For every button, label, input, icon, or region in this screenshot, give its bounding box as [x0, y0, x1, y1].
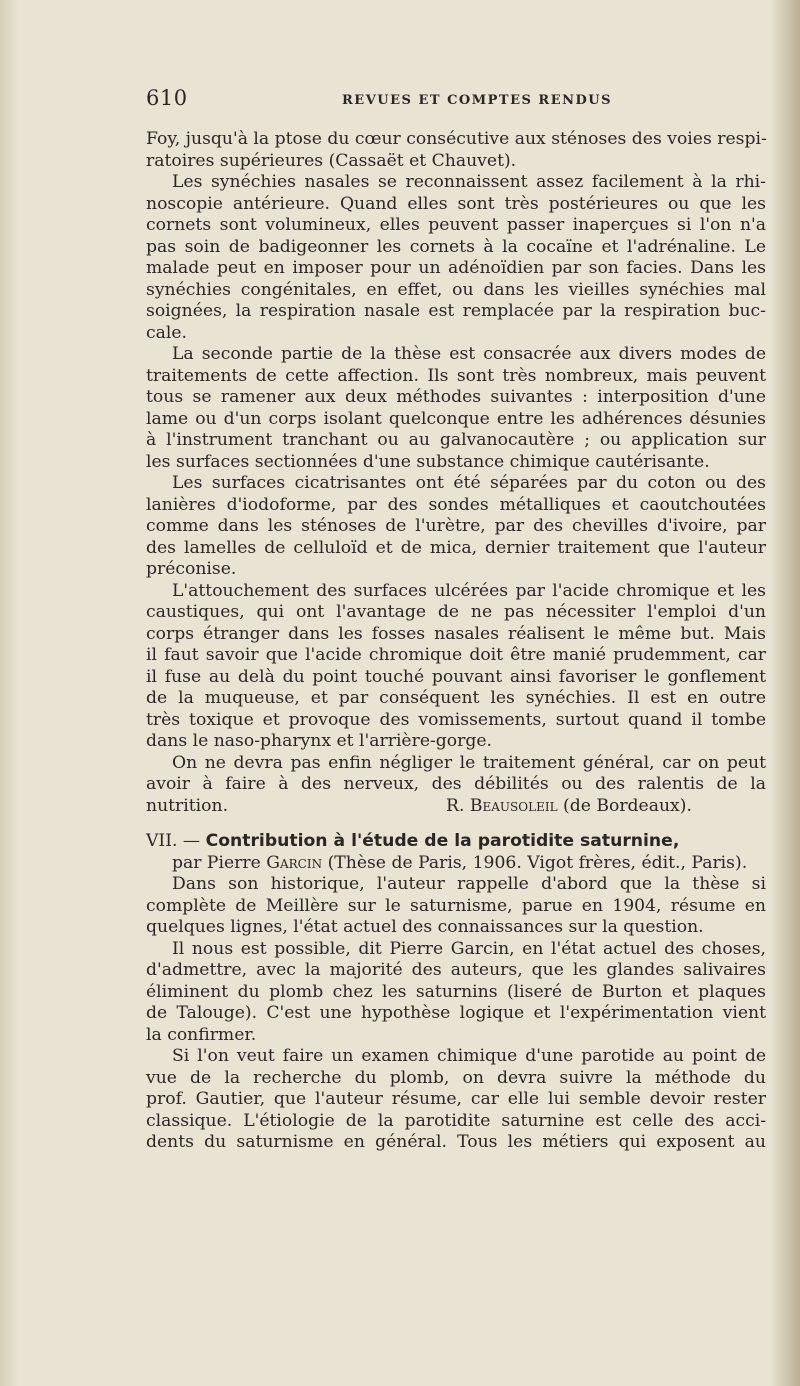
section-gap	[146, 817, 766, 831]
text-line: traitements de cette affection. Ils sont très nombreux, mais peuvent	[146, 365, 766, 386]
text-line: comme dans les sténoses de l'urètre, par des chevilles d'ivoire, par	[146, 516, 766, 536]
text-line: caustiques, qui ont l'avantage de ne pas nécessiter l'emploi d'un	[146, 602, 766, 622]
text-line: dents du saturnisme en général. Tous les métiers qui exposent au	[146, 1132, 766, 1152]
signature	[446, 796, 692, 818]
text-line: synéchies congénitales, en effet, ou dans les vieilles synéchies mal	[146, 279, 766, 300]
text-line: à l'instrument tranchant ou au galvanocautère ; ou application sur	[146, 430, 766, 450]
byline-author: Garcin	[266, 852, 323, 873]
text-line: soignées, la respiration nasale est remplacée par la respiration buc-	[146, 301, 766, 321]
text-line: Dans son historique, l'auteur rappelle d'abord que la thèse si	[172, 874, 766, 894]
text-line: avoir à faire à des nerveux, des débilités ou des ralentis de la	[146, 774, 766, 794]
text-line: la confirmer.	[146, 1024, 257, 1045]
text-line: complète de Meillère sur le saturnisme, parue en 1904, résume en	[146, 895, 766, 916]
signature-initial: R.	[446, 795, 465, 816]
text-line: Il nous est possible, dit Pierre Garcin, en l'état actuel des choses,	[172, 938, 766, 959]
text-line: cale.	[146, 322, 188, 343]
text-line: classique. L'étiologie de la parotidite saturnine est celle des acci-	[146, 1110, 766, 1131]
running-title: REVUES ET COMPTES RENDUS	[342, 93, 612, 108]
byline	[146, 853, 766, 875]
text-line: dans le naso-pharynx et l'arrière-gorge.	[146, 731, 493, 751]
text-line: Les synéchies nasales se reconnaissent assez facilement à la rhi-	[172, 172, 766, 192]
text-line: de la muqueuse, et par conséquent les synéchies. Il est en outre	[146, 688, 766, 708]
signature-name: Beausoleil	[469, 795, 558, 816]
text-line: il faut savoir que l'acide chromique doit être manié prudemment, car	[146, 645, 766, 665]
text-line: lame ou d'un corps isolant quelconque entre les adhérences désunies	[146, 408, 766, 429]
body-text	[146, 129, 766, 1154]
text-line: corps étranger dans les fosses nasales réalisent le même but. Mais	[146, 623, 766, 644]
text-line: L'attouchement des surfaces ulcérées par l'acide chromique et les	[172, 580, 766, 601]
text-line: lanières d'iodoforme, par des sondes métalliques et caoutchoutées	[146, 494, 766, 515]
text-line: cornets sont volumineux, elles peuvent passer inaperçues si l'on n'a	[146, 215, 766, 235]
text-line: Si l'on veut faire un examen chimique d'une parotide au point de	[172, 1046, 766, 1066]
page-edge-left	[0, 0, 18, 1386]
text-line: Les surfaces cicatrisantes ont été séparées par du coton ou des	[172, 473, 766, 493]
page-edge-right	[770, 0, 800, 1386]
text-line: il fuse au delà du point touché pouvant ainsi favoriser le gonflement	[146, 666, 766, 687]
text-line: éliminent du plomb chez les saturnins (liseré de Burton et plaques	[146, 981, 766, 1002]
text-line: Foy, jusqu'à la ptose du cœur consécutive aux sténoses des voies respi-	[146, 129, 767, 149]
page-header	[146, 86, 766, 116]
byline-source: (Thèse de Paris, 1906. Vigot frères, édit., Paris).	[327, 852, 748, 873]
page-number: 610	[146, 86, 188, 110]
section-heading	[146, 831, 766, 853]
text-line: tous se ramener aux deux méthodes suivantes : interposition d'une	[146, 387, 766, 407]
text-line: nutrition.	[146, 795, 229, 816]
text-line: quelques lignes, l'état actuel des connaissances sur la question.	[146, 917, 704, 937]
text-line: prof. Gautier, que l'auteur résume, car elle lui semble devoir rester	[146, 1089, 766, 1109]
text-line: ratoires supérieures (Cassaët et Chauvet).	[146, 150, 517, 171]
text-line: préconise.	[146, 559, 237, 579]
text-line: de Talouge). C'est une hypothèse logique et l'expérimentation vient	[146, 1003, 766, 1023]
byline-prefix: par Pierre	[172, 852, 261, 873]
text-line: pas soin de badigeonner les cornets à la cocaïne et l'adrénaline. Le	[146, 236, 766, 257]
text-line: d'admettre, avec la majorité des auteurs, que les glandes salivaires	[146, 960, 766, 980]
text-line: noscopie antérieure. Quand elles sont très postérieures ou que les	[146, 193, 766, 214]
signature-place: (de Bordeaux).	[563, 795, 692, 816]
signature-line	[146, 796, 766, 818]
text-line: des lamelles de celluloïd et de mica, dernier traitement que l'auteur	[146, 537, 766, 558]
text-line: malade peut en imposer pour un adénoïdien par son facies. Dans les	[146, 258, 766, 278]
text-line: les surfaces sectionnées d'une substance chimique cautérisante.	[146, 451, 710, 472]
section-title: Contribution à l'étude de la parotidite saturnine,	[205, 831, 680, 851]
text-line: La seconde partie de la thèse est consacrée aux divers modes de	[172, 344, 766, 364]
section-number: VII. —	[146, 831, 201, 851]
text-line: très toxique et provoque des vomissements, surtout quand il tombe	[146, 709, 766, 730]
text-line: vue de la recherche du plomb, on devra suivre la méthode du	[146, 1067, 766, 1088]
text-line: On ne devra pas enfin négliger le traitement général, car on peut	[172, 752, 766, 773]
